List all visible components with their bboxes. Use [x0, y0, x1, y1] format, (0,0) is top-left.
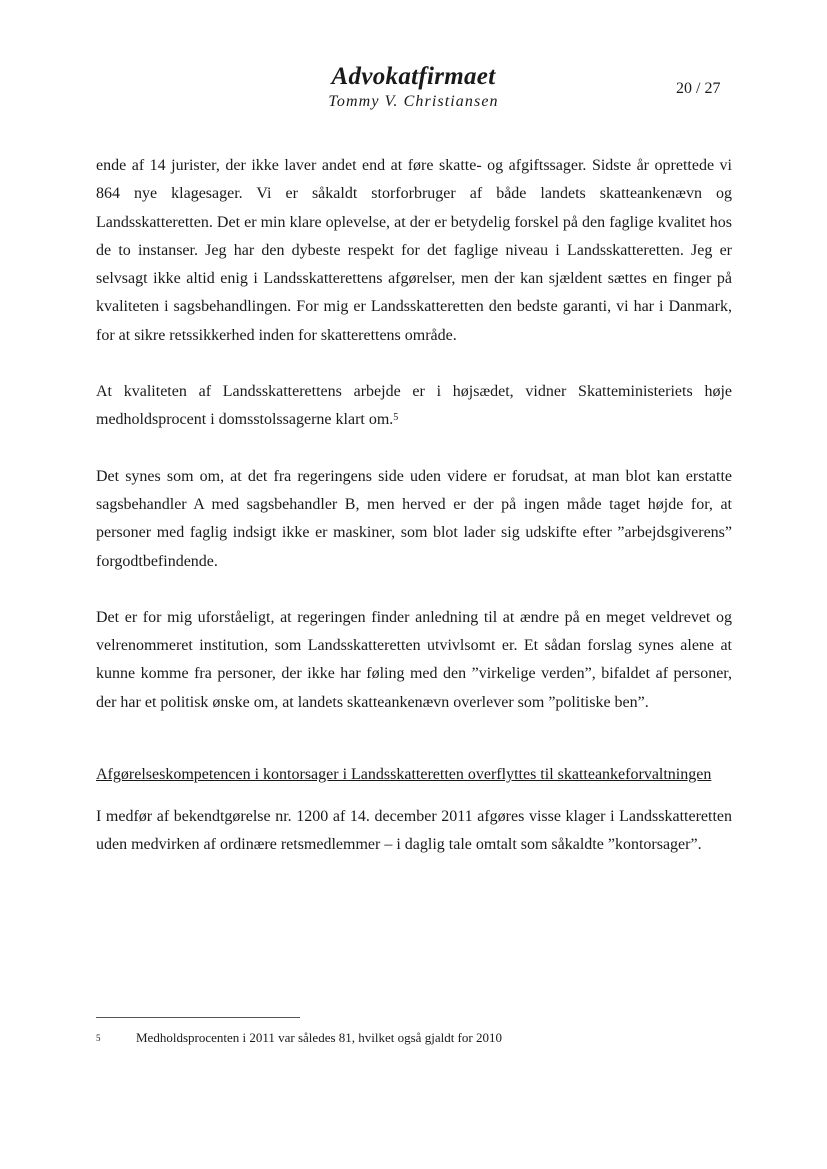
firm-name: Advokatfirmaet: [331, 63, 496, 90]
paragraph-4: Det er for mig uforståeligt, at regeringen finder anledning til at ændre på en meget veldrevet og velrenommeret institution, som Landsskatteretten utvivlsomt er. Et sådan forslag synes alene at kunne komme fra personer, der ikke har føling med den ”virkelige verden”, bifaldet af personer, der har et politisk ønske om, at landets skatteankenævn overlever som ”politiske ben”.: [96, 608, 732, 711]
paragraph-1: ende af 14 jurister, der ikke laver andet end at føre skatte- og afgiftssager. Sidste år oprettede vi 864 nye klagesager. Vi er såkaldt storforbruger af både landets skatteankenævn og Landsskatteretten. Det er min klare oplevelse, at der er betydelig forskel på den faglige kvalitet hos de to instanser. Jeg har den dybeste respekt for det faglige niveau i Landsskatteretten. Jeg er selvsagt ikke altid enig i Landsskatterettens afgørelser, men der kan sjældent sættes en finger på kvaliteten i sagsbehandlingen. For mig er Landsskatteretten den bedste garanti, vi har i Danmark, for at sikre retssikkerhed inden for skatterettens område.: [96, 157, 732, 344]
paragraph-2-text: At kvaliteten af Landsskatterettens arbejde er i højsædet, vidner Skatteministeriets høje medholdsprocent i domsstolssagerne klart om.: [96, 383, 732, 429]
footnote: [96, 1030, 502, 1046]
paragraph-2: [96, 378, 732, 435]
footnote-text: Medholdsprocenten i 2011 var således 81, hvilket også gjaldt for 2010: [136, 1030, 502, 1045]
footnote-number: 5: [96, 1033, 101, 1043]
footnote-reference[interactable]: 5: [393, 412, 399, 424]
footnote-divider: [96, 1017, 300, 1018]
page-number: 20 / 27: [676, 80, 721, 97]
section-heading: Afgørelseskompetencen i kontorsager i Landsskatteretten overflyttes til skatteankeforvaltningen: [96, 766, 712, 784]
document-body: [96, 152, 732, 860]
person-name: Tommy V. Christiansen: [328, 93, 499, 110]
paragraph-3: Det synes som om, at det fra regeringens side uden videre er forudsat, at man blot kan erstatte sagsbehandler A med sagsbehandler B, men herved er der på ingen måde taget højde for, at personer med faglig indsigt ikke er maskiner, som blot lader sig udskifte efter ”arbejdsgiverens” forgodtbefindende.: [96, 467, 732, 570]
paragraph-5: I medfør af bekendtgørelse nr. 1200 af 14. december 2011 afgøres visse klager i Landsskatteretten uden medvirken af ordinære retsmedlemmer – i daglig tale omtalt som såkaldte ”kontorsager”.: [96, 808, 732, 854]
